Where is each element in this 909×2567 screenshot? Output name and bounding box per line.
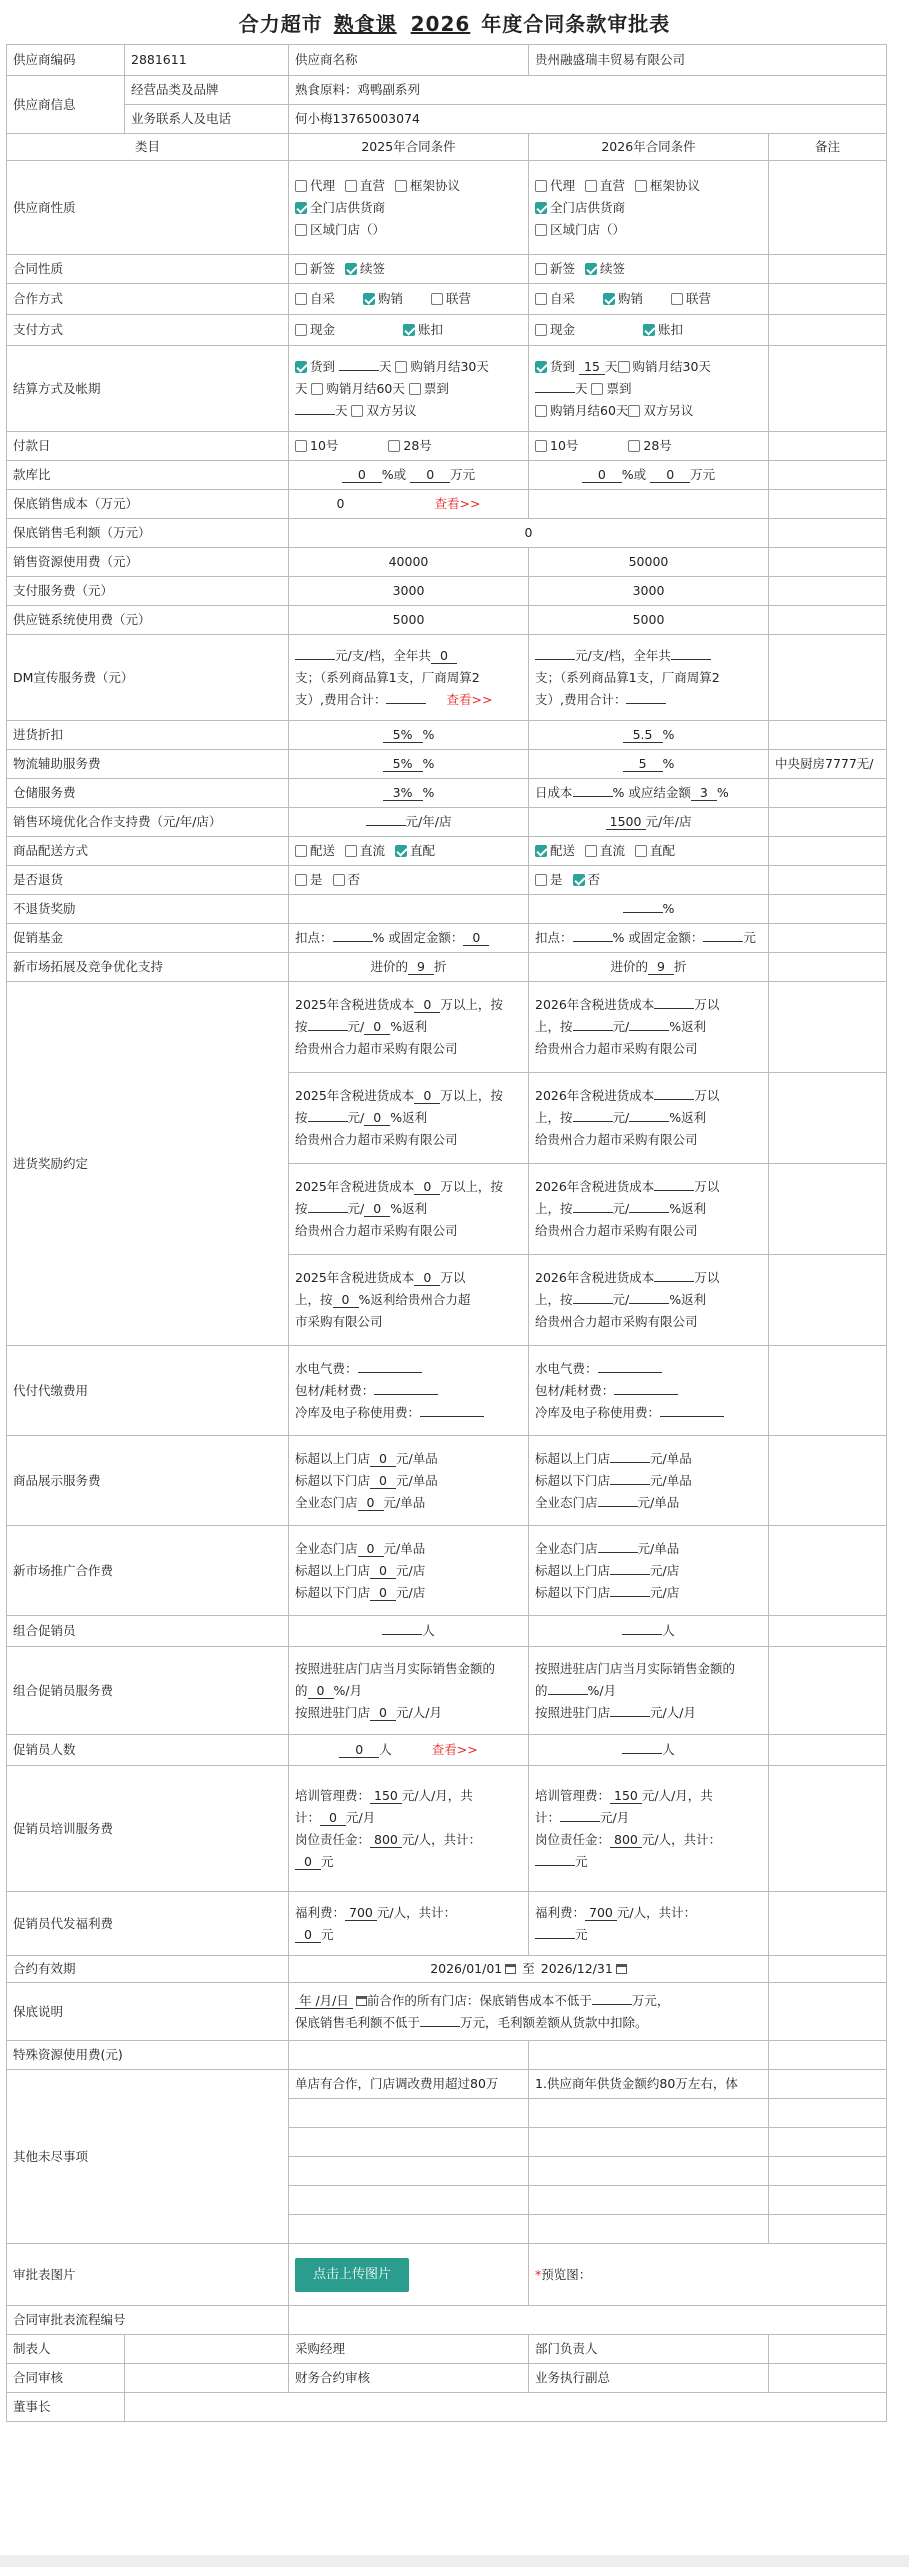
supplier-code-value: 2881611 <box>125 45 289 76</box>
maker-input[interactable] <box>125 2335 289 2364</box>
checkbox-quyu[interactable]: 区域门店（） <box>535 221 625 239</box>
checkbox-10[interactable]: 10号 <box>295 437 338 455</box>
checkbox-daili[interactable]: 代理 <box>295 177 335 195</box>
row-label: 组合促销员服务费 <box>7 1647 289 1735</box>
checkbox-kuangjia[interactable]: 框架协议 <box>635 177 700 195</box>
checkbox-gouxiao[interactable]: 购销 <box>363 290 403 308</box>
calendar-icon <box>616 1964 627 1974</box>
date-from-input[interactable]: 2026/01/01 <box>430 1960 516 1978</box>
row-label: 支付服务费（元） <box>7 577 289 606</box>
supplier-name-value: 贵州融盛瑞丰贸易有限公司 <box>529 45 887 76</box>
col-header-2025: 2025年合同条件 <box>289 134 529 161</box>
category-brand-value: 熟食原料：鸡鸭副系列 <box>289 76 887 105</box>
checkbox-28[interactable]: 28号 <box>628 437 671 455</box>
dept-name[interactable]: 熟食课 <box>333 12 397 36</box>
checkbox-zicai[interactable]: 自采 <box>295 290 335 308</box>
date-to-input[interactable]: 2026/12/31 <box>541 1960 627 1978</box>
checkbox-fou[interactable]: 否 <box>333 871 361 889</box>
checkbox-shuangfang[interactable]: 双方另议 <box>351 403 416 418</box>
checkbox-quyu[interactable]: 区域门店（） <box>295 221 385 239</box>
row-label: 供应商性质 <box>7 161 289 255</box>
row-label: 促销员培训服务费 <box>7 1766 289 1892</box>
upload-image-button[interactable]: 点击上传图片 <box>295 2258 409 2292</box>
settle-2026: 货到 15 天 购销月结30天 天 票到 购销月结60天 双方另议 <box>529 346 769 432</box>
row-label: 特殊资源使用费(元) <box>7 2041 289 2070</box>
checkbox-shi[interactable]: 是 <box>535 871 563 889</box>
flow-no-input[interactable] <box>289 2306 887 2335</box>
row-label: 新市场拓展及竞争优化支持 <box>7 953 289 982</box>
row-label: 销售环境优化合作支持费（元/年/店） <box>7 808 289 837</box>
row-label: DM宣传服务费（元） <box>7 635 289 721</box>
checkbox-zhangkou[interactable]: 账扣 <box>643 321 683 339</box>
row-label: 供应链系统使用费（元） <box>7 606 289 635</box>
checkbox-yuejie30[interactable]: 购销月结30天 <box>618 359 711 374</box>
row-label: 合同性质 <box>7 255 289 284</box>
checkbox-peisong[interactable]: 配送 <box>295 842 335 860</box>
row-label: 促销员代发福利费 <box>7 1892 289 1956</box>
bottom-scroll-area <box>0 2555 909 2567</box>
supplier-code-label: 供应商编码 <box>7 45 125 76</box>
category-brand-label: 经营品类及品牌 <box>125 76 289 105</box>
col-header-2026: 2026年合同条件 <box>529 134 769 161</box>
contact-label: 业务联系人及电话 <box>125 105 289 134</box>
checkbox-lianying[interactable]: 联营 <box>671 290 711 308</box>
row-label: 保底说明 <box>7 1983 289 2041</box>
checkbox-zhiliu[interactable]: 直流 <box>345 842 385 860</box>
row-label: 保底销售毛利额（万元） <box>7 519 289 548</box>
row-label: 商品配送方式 <box>7 837 289 866</box>
checkbox-kuangjia[interactable]: 框架协议 <box>395 177 460 195</box>
checkbox-xinqian[interactable]: 新签 <box>295 260 335 278</box>
row-label: 促销员人数 <box>7 1735 289 1766</box>
checkbox-xuqian[interactable]: 续签 <box>345 260 385 278</box>
checkbox-gouxiao[interactable]: 购销 <box>603 290 643 308</box>
checkbox-peisong[interactable]: 配送 <box>535 842 575 860</box>
row-label: 付款日 <box>7 432 289 461</box>
nature-2026 <box>529 161 769 255</box>
checkbox-yuejie60[interactable]: 购销月结60天 <box>535 403 628 418</box>
checkbox-quanmen[interactable]: 全门店供货商 <box>295 199 385 217</box>
checkbox-zhiliu[interactable]: 直流 <box>585 842 625 860</box>
row-label: 进货奖励约定 <box>7 982 289 1346</box>
checkbox-huodao[interactable]: 货到 <box>295 359 335 374</box>
other-input-2025[interactable]: 单店有合作，门店调改费用超过80万 <box>289 2070 529 2099</box>
checkbox-xianjin[interactable]: 现金 <box>535 321 575 339</box>
view-link[interactable]: 查看>> <box>431 1742 478 1757</box>
row-label: 商品展示服务费 <box>7 1436 289 1526</box>
checkbox-quanmen[interactable]: 全门店供货商 <box>535 199 625 217</box>
contract-form-table: 供应商编码 2881611 供应商名称 贵州融盛瑞丰贸易有限公司 供应商信息 经营品类及品牌 熟食原料：鸡鸭副系列 业务联系人及电话 何小梅13765003074 类目 2025年合同条件 2026年合同条件 备注 供应商性质 代理 直营 框架协议 全门店供货商 区域门店（） 代理 直营 框架协议 全门店供货商 区域门店（） 合同性质 新签 续签 新签 续签 合作方式 自采 购销 联营 自采 购销 联营 支付方式 现金 账扣 现金 账扣 结算方式及帐期 货到 天 购销月结30天 天 购销月结60天 票到 天 双方另议 货到 15 天 购销月结30天 天 票到 购销月结60天 双方另议 付款日 10号 28号 10号 28号 款库比 0 %或 0 万元 0 %或 0 万元 保底销售成本（万元） 0 查看>> 保底销售毛利额（万元） 0 销售资源使用费（元） 40000 50000 支付服务费（元） 3000 3000 供应链系统使用费（元） 5000 5000 DM宣传服务费（元） 元/支/档，全年共 0 支；（系列商品算1支，厂商周算2 支）,费用合计： 查看>> 元/支/档，全年共 支；（系列商品算1支，厂商周算2 支）,费用合计： 进货折扣 5% % 5.5 % 物流辅助服务费 5% % 5 % 中央厨房7777无/ 仓储服务费 3% % 日成本 % 或应结金额 3 % 销售环境优化合作支持费（元/年/店） 元/年/店 1500 元/年/店 商品配送方式 配送 直流 直配 配送 直流 直配 是否退货 是 否 是 否 不退货奖励 % 促销基金 扣点： % 或固定金额： 0 扣点： % 或固定金额： 元 新市场拓展及竞争优化支持 进价的 9 折 进价的 9 折 进货奖励约定 2025年含税进货成本 0 万以上，按 按 元/ 0 %返利 给贵州合力超市采购有限公司 2026年含税进货成本 万以 上，按 元/ %返利 给贵州合力超市采购有限公司 2025年含税进货成本 0 万以上，按 按 元/ 0 %返利 给贵州合力超市采购有限公司 2026年含税进货成本 万以 上，按 元/ %返利 给贵州合力超市采购有限公司 2025年含税进货成本 0 万以上，按 按 元/ 0 %返利 给贵州合力超市采购有限公司 2026年含税进货成本 万以 上，按 元/ %返利 给贵州合力超市采购有限公司 2025年含税进货成本 0 万以 上，按 0 %返利给贵州合力超 市采购有限公司 2026年含税进货成本 万以 上，按 元/ %返利 给贵州合力超市采购有限公司 代付代缴费用 水电气费： 包材/耗材费： 冷库及电子称使用费： 水电气费： 包材/耗材费： 冷库及电子称使用费： 商品展示服务费 标超以上门店 0 元/单品 标超以下门店 0 元/单品 全业态门店 0 元/单品 标超以上门店 元/单品 标超以下门店 元/单品 全业态门店 元/单品 新市场推广合作费 全业态门店 0 元/单品 标超以上门店 0 元/店 标超以下门店 0 元/店 全业态门店 元/单品 标超以上门店 元/店 标超以下门店 元/店 组合促销员 人 人 组合促销员服务费 按照进驻店门店当月实际销售金额的 的 0 %/月 按照进驻门店 0 元/人/月 按照进驻店门店当月实际销售金额的 的 %/月 按照进驻门店 元/人/月 促销员人数 0 人 查看>> 人 促销员培训服务费 培训管理费： 150 元/人/月，共 计： 0 元/月 岗位责任金： 800 元/人，共计： 0 元 培训管理费： 150 元/人/月，共 计： 元/月 岗位责任金： 800 元/人，共计： 元 促销员代发福利费 福利费： 700 元/人，共计： 0 元 福利费： 700 元/人，共计： 元 合约有效期 2026/01/01 至 2026/12/31 保底说明 年 /月/日 前合作的所有门店：保底销售成本不低于 万元， 保底销售毛利额不低于 万元，毛利额差额从货款中扣除。 特殊资源使用费(元) 其他未尽事项 单店有合作，门店调改费用超过80万 1.供应商年供货金额约80万左右，体 审批表图片 点击上传图片 *预览图： 合同审批表流程编号 制表人 采购经理 部门负责人 合同审核 财务合约审核 业务执行副总 董事长 <box>6 44 887 2422</box>
view-link[interactable]: 查看>> <box>446 691 493 707</box>
supplier-info-label: 供应商信息 <box>7 76 125 134</box>
preview-label: 预览图： <box>541 2266 592 2282</box>
checkbox-daili[interactable]: 代理 <box>535 177 575 195</box>
row-label: 促销基金 <box>7 924 289 953</box>
row-label: 代付代缴费用 <box>7 1346 289 1436</box>
settle-2025: 货到 天 购销月结30天 天 购销月结60天 票到 天 双方另议 <box>289 346 529 432</box>
row-label: 款库比 <box>7 461 289 490</box>
other-input-2026[interactable]: 1.供应商年供货金额约80万左右，体 <box>529 2070 769 2099</box>
checkbox-28[interactable]: 28号 <box>388 437 431 455</box>
checkbox-fou[interactable]: 否 <box>573 871 601 889</box>
checkbox-huodao[interactable]: 货到 <box>535 359 575 374</box>
row-label: 其他未尽事项 <box>7 2070 289 2244</box>
checkbox-zhiying[interactable]: 直营 <box>585 177 625 195</box>
checkbox-zicai[interactable]: 自采 <box>535 290 575 308</box>
row-label: 不退货奖励 <box>7 895 289 924</box>
row-label: 销售资源使用费（元） <box>7 548 289 577</box>
row-label: 支付方式 <box>7 315 289 346</box>
supplier-name-label: 供应商名称 <box>289 45 529 76</box>
checkbox-zhipei[interactable]: 直配 <box>395 842 435 860</box>
checkbox-xinqian[interactable]: 新签 <box>535 260 575 278</box>
checkbox-yuejie60[interactable]: 购销月结60天 <box>311 381 404 396</box>
row-label: 进货折扣 <box>7 721 289 750</box>
nature-2025 <box>289 161 529 255</box>
calendar-icon <box>505 1964 516 1974</box>
row-label: 合同审批表流程编号 <box>7 2306 289 2335</box>
row-label: 仓储服务费 <box>7 779 289 808</box>
row-label: 保底销售成本（万元） <box>7 490 289 519</box>
checkbox-zhangkou[interactable]: 账扣 <box>403 321 443 339</box>
checkbox-shuangfang[interactable]: 双方另议 <box>628 403 693 418</box>
checkbox-10[interactable]: 10号 <box>535 437 578 455</box>
row-label: 合约有效期 <box>7 1956 289 1983</box>
row-label: 是否退货 <box>7 866 289 895</box>
checkbox-zhiying[interactable]: 直营 <box>345 177 385 195</box>
checkbox-xuqian[interactable]: 续签 <box>585 260 625 278</box>
row-label: 结算方式及帐期 <box>7 346 289 432</box>
page-title: 合力超市 熟食课 2026 年度合同条款审批表 <box>238 12 671 36</box>
checkbox-xianjin[interactable]: 现金 <box>295 321 335 339</box>
checkbox-zhipei[interactable]: 直配 <box>635 842 675 860</box>
view-link[interactable]: 查看>> <box>434 496 481 511</box>
col-header-remark: 备注 <box>769 134 887 161</box>
row-label: 审批表图片 <box>7 2244 289 2306</box>
checkbox-piaodao[interactable]: 票到 <box>409 381 449 396</box>
row-label: 合作方式 <box>7 284 289 315</box>
checkbox-shi[interactable]: 是 <box>295 871 323 889</box>
checkbox-yuejie30[interactable]: 购销月结30天 <box>395 359 488 374</box>
checkbox-lianying[interactable]: 联营 <box>431 290 471 308</box>
calendar-icon <box>356 1996 367 2006</box>
year[interactable]: 2026 <box>410 12 471 36</box>
col-header-category: 类目 <box>7 134 289 161</box>
row-label: 新市场推广合作费 <box>7 1526 289 1616</box>
contact-value: 何小梅13765003074 <box>289 105 887 134</box>
row-label: 组合促销员 <box>7 1616 289 1647</box>
row-label: 物流辅助服务费 <box>7 750 289 779</box>
